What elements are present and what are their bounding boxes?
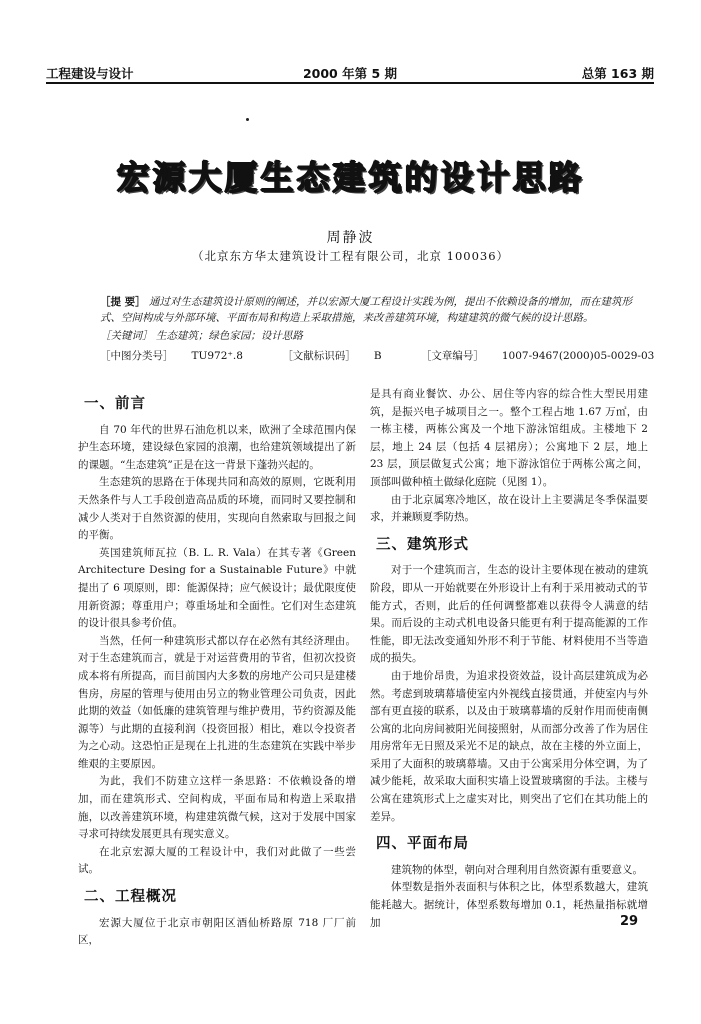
keywords [100,328,640,343]
keywords-text: 生态建筑；绿色家园；设计思路 [155,330,303,342]
doc-code-field [282,350,399,362]
running-head [46,60,654,84]
author-name: 周静波 [326,230,375,246]
right-column [370,386,648,932]
paragraph: 宏源大厦位于北京市朝阳区酒仙桥路原 718 厂厂前区， [78,916,356,947]
author-affiliation: （北京东方华太建筑设计工程有限公司，北京 100036） [191,249,510,263]
paragraph: 自 70 年代的世界石油危机以来，欧洲了全球范围内保护生态环境，建设绿色家园的浪潮，也给建筑领域提出了新的课题。“生态建筑”正是在这一背景下蓬勃兴起的。 [78,423,356,471]
paragraph: 对于一个建筑而言，生态的设计主要体现在被动的建筑阶段，即从一开始就要在外形设计上有利于采用被动式的节能方式，否则，此后的任何调整都难以获得令人满意的结果。而后设的主动式机电设备只能更有利于提高能源的工作性能，即无法改变通知外形不利于节能、材料使用不当等造成的损失。 [370,564,648,665]
paragraph: 由于地价昂贵，为追求投资效益，设计高层建筑成为必然。考虑到玻璃幕墙使室内外视线直接贯通，并使室内与外部有更直接的联系，以及由于玻璃幕墙的反射作用而使南侧公寓的北向房间被阳光间接照射，从而部分改善了作为居住用房常年无日照及采光不足的缺点，故在主楼的外立面上，采用了大面积的玻璃幕墙。又由于公寓采用分体空调，为了减少能耗，故采取大面积实墙上设置玻璃窗的手法。主楼与公寓在建筑形式上之虚实对比，则突出了它们在其功能上的差异。 [370,669,648,823]
paragraph: 为此，我们不防建立这样一条思路：不依赖设备的增加，而在建筑形式、空间构成，平面布局和构造上采取措施，以改善建筑环境，构建建筑微气候，这对于发展中国家寻求可持续发展更具有现实意义。 [78,775,356,841]
article-no-field [421,350,672,362]
article-no-value: 1007-9467(2000)05-0029-03 [501,350,655,362]
journal-name: 工程建设与设计 [46,66,134,81]
paragraph: 英国建筑师瓦拉（B. L. R. Vala）在其专著《Green Architecture Desing for a Sustainable Future》中就提出了 6 项原则，即：能源保持；应气候设计；最优限度使用新资源；尊重用户；尊重场址和全面性。它们对生态建筑的设计很具参考价值。 [78,546,356,630]
stray-dot [246,118,249,121]
clc-label: ［中图分类号］ [100,350,174,362]
paragraph: 体型数是指外表面积与体积之比，体型系数越大，建筑能耗越大。据统计，体型系数每增加 0.1，耗热量指标就增加 [370,881,648,929]
clc-field [100,350,261,362]
paragraph: 当然，任何一种建筑形式都以存在必然有其经济理由。对于生态建筑而言，就是于对运营费用的节省，但初次投资成本将有所提高，而目前国内大多数的房地产公司只是建楼售房，房屋的管理与使用由另立的物业管理公司负责，因此此期的效益（如低廉的建筑管理与维护费用，节约资源及能源等）与此期的直接利润（投资回报）相比，难以令投资者为之心动。这恐怕正是现在上扎进的生态建筑在实践中举步维艰的主要原因。 [78,634,356,770]
clc-value: TU972⁺.8 [191,350,243,362]
paragraph: 建筑物的体型，朝向对合理利用自然资源有重要意义。 [391,863,643,876]
article-no-label: ［文章编号］ [420,350,484,362]
paragraph: 生态建筑的思路在于体现共同和高效的原则，它既利用天然条件与人工手段创造高品质的环境，而同时又要控制和减少人类对于自然资源的使用，实现向自然索取与回报之间的平衡。 [78,476,356,542]
abstract-text: 通过对生态建筑设计原则的阐述，并以宏源大厦工程设计实践为例，提出不依赖设备的增加，而在建筑形式、空间构成与外部环境、平面布局和构造上采取措施，来改善建筑环境，构建建筑的微气候的设计思路。 [100,296,632,324]
abstract-label: ［提 要］ [100,296,146,308]
doc-code-label: ［文献标识码］ [282,350,356,362]
total-issue-label: 总第 163 期 [581,66,654,81]
classification-line [100,348,690,363]
keywords-label: ［关键词］ [100,330,153,342]
paragraph: 由于北京属寒冷地区，故在设计上主要满足冬季保温要求，并兼顾夏季防热。 [370,493,648,524]
doc-code-value: B [373,350,382,362]
paragraph: 是具有商业餐饮、办公、居住等内容的综合性大型民用建筑，是振兴电子城项目之一。整个工程占地 1.67 万㎡，由一栋主楼，两栋公寓及一个地下游泳馆组成。主楼地下 2 层，地上 24 层（包括 4 层裙房）；公寓地下 2 层，地上 23 层，顶层做复式公寓；地下游泳馆位于两栋公寓之间，顶部叫做种植土做绿化庭院（见图 1）。 [370,388,648,488]
section-2-heading: 二、工程概况 [84,889,177,906]
page-number: 29 [620,914,639,929]
paragraph: 在北京宏源大厦的工程设计中，我们对此做了一些尝试。 [78,845,356,876]
section-4-heading: 四、平面布局 [376,836,469,853]
issue-label: 2000 年第 5 期 [302,66,398,81]
abstract [100,294,640,326]
section-1-heading: 一、前言 [84,396,146,412]
article-title: 宏源大厦生态建筑的设计思路 [116,158,585,197]
left-column [78,386,356,950]
section-3-heading: 三、建筑形式 [376,536,469,553]
